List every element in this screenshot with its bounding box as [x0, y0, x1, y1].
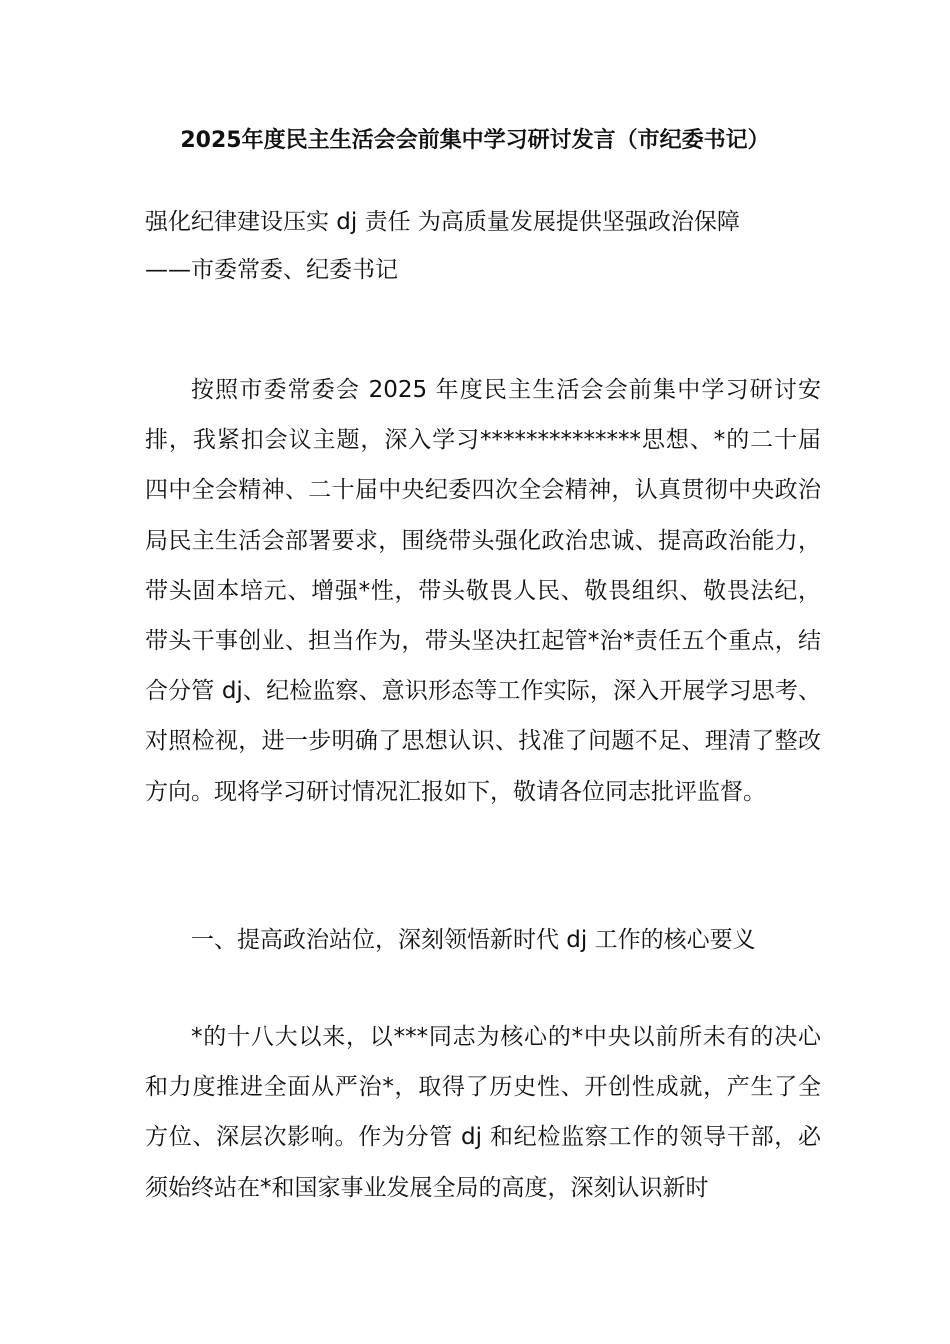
subtitle-line-1: 强化纪律建设压实 dj 责任 为高质量发展提供坚强政治保障 [145, 209, 740, 235]
section-1-heading: 一、提高政治站位，深刻领悟新时代 dj 工作的核心要义 [191, 927, 756, 953]
speech-subtitle [145, 198, 825, 294]
document-title: 2025年度民主生活会会前集中学习研讨发言（市纪委书记） [180, 128, 770, 153]
section-1-paragraph: *的十八大以来，以***同志为核心的*中央以前所未有的决心和力度推进全面从严治*，取得了历史性、开创性成就，产生了全方位、深层次影响。作为分管 dj 和纪检监察工作的领导干部，必须始终站在*和国家事业发展全局的高度，深刻认识新时 [145, 1024, 821, 1201]
subtitle-line-2: ——市委常委、纪委书记 [145, 257, 398, 283]
intro-paragraph: 按照市委常委会 2025 年度民主生活会会前集中学习研讨安排，我紧扣会议主题，深入学习**************思想、*的二十届四中全会精神、二十届中央纪委四次全会精神，认真贯彻中央政治局民主生活会部署要求，围绕带头强化政治忠诚、提高政治能力，带头固本培元、增强*性，带头敬畏人民、敬畏组织、敬畏法纪，带头干事创业、担当作为，带头坚决扛起管*治*责任五个重点，结合分管 dj、纪检监察、意识形态等工作实际，深入开展学习思考、对照检视，进一步明确了思想认识、找准了问题不足、理清了整改方向。现将学习研讨情况汇报如下，敬请各位同志批评监督。 [145, 377, 821, 805]
